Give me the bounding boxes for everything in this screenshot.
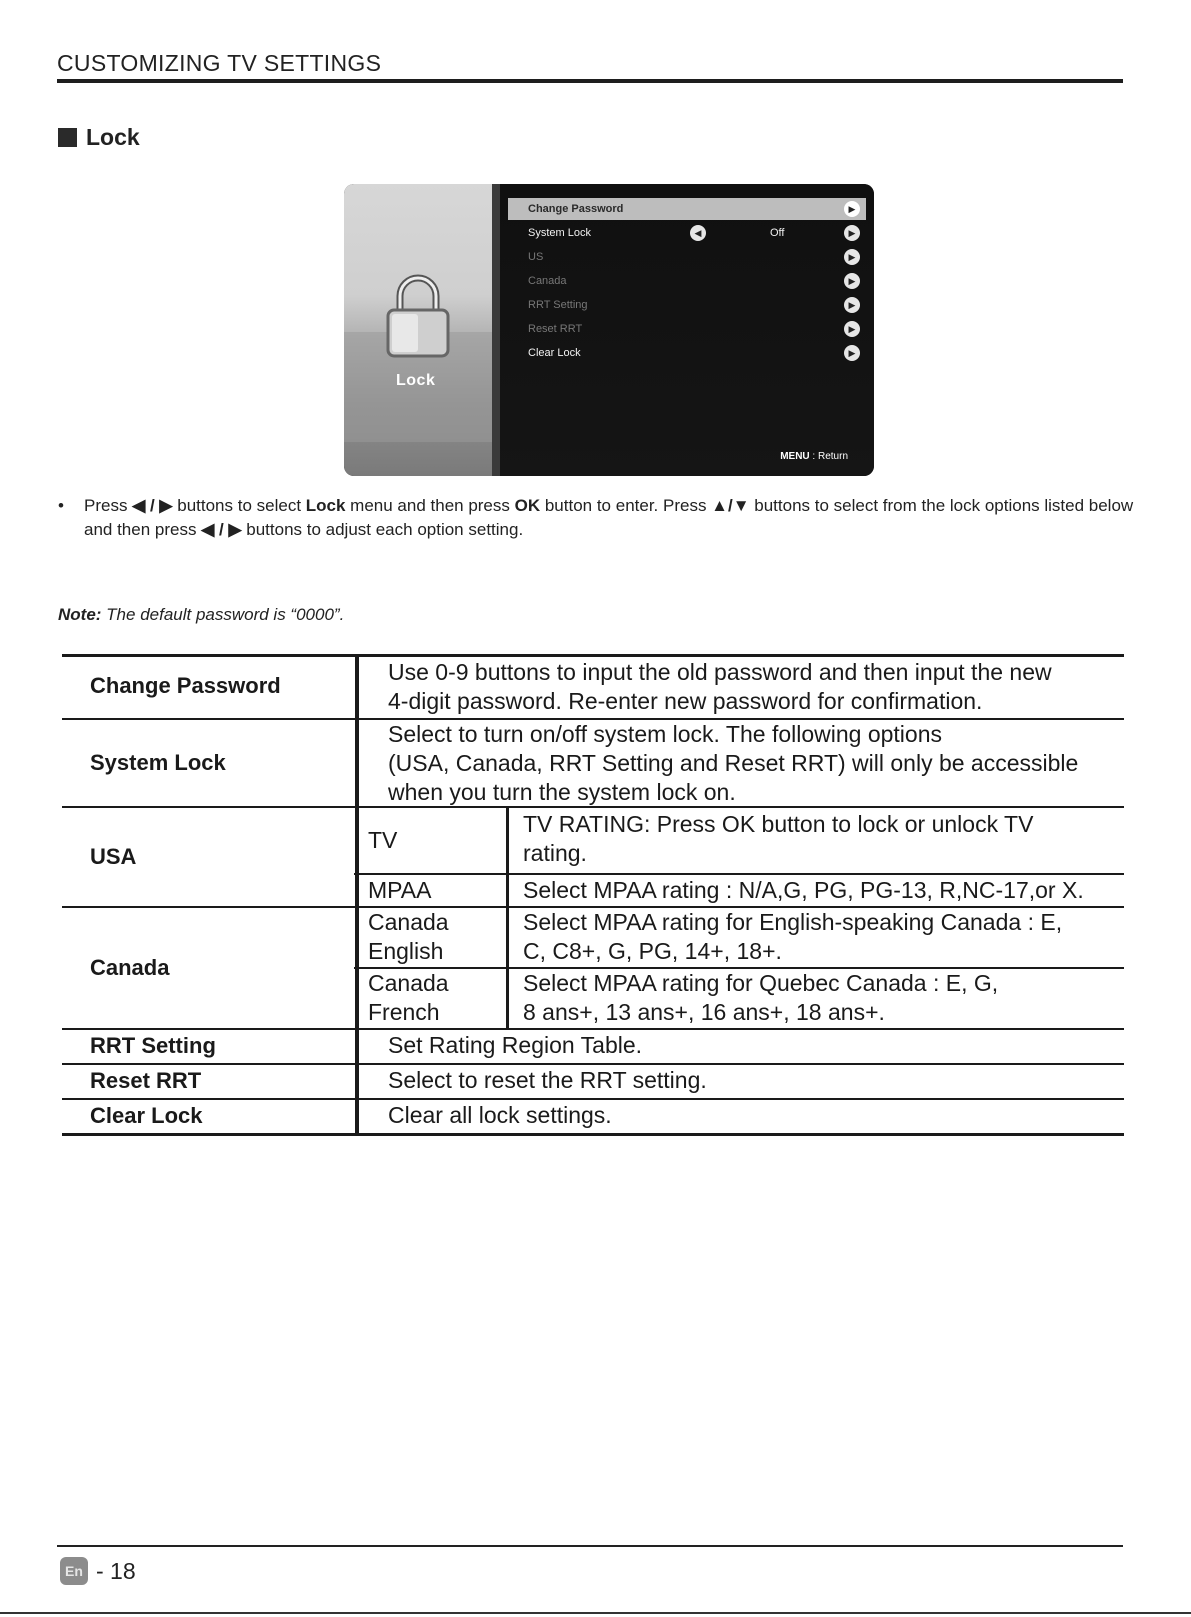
- tv-panel-label: Lock: [396, 372, 436, 389]
- arrow-right-icon: ▶: [844, 249, 860, 265]
- tv-menu-item-label: System Lock: [528, 227, 591, 239]
- desc-line: 8 ans+, 13 ans+, 16 ans+, 18 ans+.: [523, 999, 885, 1025]
- sub-line: English: [368, 938, 444, 964]
- tv-menu-item-label: RRT Setting: [528, 299, 588, 311]
- sub-line: French: [368, 999, 440, 1025]
- row-desc-rrt-setting: Set Rating Region Table.: [388, 1032, 643, 1058]
- note-text: The default password is “0000”.: [101, 605, 345, 624]
- desc-line: Select MPAA rating for English-speaking Canada : E,: [523, 909, 1063, 935]
- tv-menu-item-canada[interactable]: [508, 270, 866, 292]
- instruction-part: buttons to select: [172, 496, 306, 515]
- padlock-icon: [382, 272, 454, 358]
- desc-line: Select to turn on/off system lock. The following options: [388, 721, 942, 747]
- tv-menu-item-label: US: [528, 251, 544, 263]
- tv-return-hint: [780, 451, 848, 462]
- sub-name-canada-french: [368, 969, 449, 1027]
- tv-menu-item-change-password[interactable]: [508, 198, 866, 220]
- sub-name-tv: TV: [368, 827, 398, 853]
- lock-word: Lock: [305, 496, 346, 515]
- tv-menu-item-system-lock[interactable]: [508, 222, 866, 244]
- instruction-part: buttons to adjust each option setting.: [241, 520, 524, 539]
- menu-key-label: MENU: [780, 451, 810, 462]
- tv-lock-menu-screenshot: [344, 184, 874, 476]
- page-bottom-edge: [0, 1612, 1191, 1614]
- row-name-canada: Canada: [90, 955, 170, 980]
- table-rule: [62, 1133, 1124, 1136]
- table-column-divider: [355, 654, 359, 1136]
- arrow-right-icon: ▶: [844, 225, 860, 241]
- sub-desc-tv: [523, 810, 1033, 868]
- section-square-icon: [58, 128, 77, 147]
- row-name-system-lock: System Lock: [90, 750, 226, 775]
- row-name-reset-rrt: Reset RRT: [90, 1068, 202, 1093]
- arrow-right-icon: ▶: [844, 273, 860, 289]
- table-rule: [62, 1098, 1124, 1100]
- tv-menu-item-value: Off: [770, 227, 785, 239]
- tv-menu-item-label: Canada: [528, 275, 567, 287]
- footer-rule: [57, 1545, 1123, 1547]
- row-name-rrt-setting: RRT Setting: [90, 1033, 216, 1058]
- bullet-mark: •: [58, 496, 64, 515]
- page-header-title: CUSTOMIZING TV SETTINGS: [57, 50, 382, 76]
- tv-menu-panel: [500, 184, 874, 476]
- ok-word: OK: [514, 496, 541, 515]
- desc-line: Use 0-9 buttons to input the old password and then input the new: [388, 659, 1052, 685]
- desc-line: (USA, Canada, RRT Setting and Reset RRT) will only be accessible: [388, 750, 1079, 776]
- arrow-right-icon: ▶: [844, 321, 860, 337]
- sub-desc-mpaa: Select MPAA rating : N/A,G, PG, PG-13, R,NC-17,or X.: [523, 877, 1084, 903]
- arrow-right-icon: ▶: [844, 345, 860, 361]
- desc-line: TV RATING: Press OK button to lock or unlock TV: [523, 811, 1034, 837]
- return-separator: :: [812, 451, 816, 462]
- table-rule: [354, 873, 1124, 875]
- instruction-part: menu and then press: [345, 496, 515, 515]
- arrow-left-icon: ◀: [690, 225, 706, 241]
- table-rule: [62, 1028, 1124, 1030]
- row-desc-clear-lock: Clear all lock settings.: [388, 1102, 612, 1128]
- desc-line: Select MPAA rating for Quebec Canada : E, G,: [523, 970, 999, 996]
- return-label: Return: [817, 451, 848, 462]
- sub-line: Canada: [368, 909, 449, 935]
- language-badge-icon: En: [60, 1557, 88, 1585]
- instruction-part: Press: [84, 496, 133, 515]
- desc-line: C, C8+, G, PG, 14+, 18+.: [523, 938, 782, 964]
- row-desc-reset-rrt: Select to reset the RRT setting.: [388, 1067, 707, 1093]
- page-footer: [60, 1557, 136, 1585]
- tv-menu-item-label: Change Password: [528, 203, 624, 215]
- up-down-arrows-icon: ▲/▼: [711, 496, 750, 515]
- row-desc-system-lock: [388, 720, 1118, 807]
- desc-line: 4-digit password. Re-enter new password for confirmation.: [388, 688, 983, 714]
- page-number: - 18: [96, 1557, 136, 1584]
- section-title: Lock: [86, 124, 140, 150]
- tv-menu-item-clear-lock[interactable]: [508, 342, 866, 364]
- desc-line: when you turn the system lock on.: [388, 779, 736, 805]
- sub-name-canada-english: [368, 908, 449, 966]
- row-name-clear-lock: Clear Lock: [90, 1103, 203, 1128]
- tv-menu-item-label: Clear Lock: [528, 347, 581, 359]
- section-heading: [58, 124, 140, 151]
- sub-line: Canada: [368, 970, 449, 996]
- tv-menu-item-reset-rrt[interactable]: [508, 318, 866, 340]
- table-subcolumn-divider: [506, 808, 509, 1030]
- desc-line: rating.: [523, 840, 587, 866]
- row-name-usa: USA: [90, 844, 137, 869]
- tv-menu-item-us[interactable]: [508, 246, 866, 268]
- sub-desc-canada-french: [523, 969, 998, 1027]
- sub-desc-canada-english: [523, 908, 1062, 966]
- left-right-arrows-icon: ◀ / ▶: [132, 496, 173, 515]
- note-label: Note:: [58, 605, 102, 624]
- sub-name-mpaa: MPAA: [368, 877, 432, 903]
- table-rule: [62, 1063, 1124, 1065]
- left-right-arrows-icon: ◀ / ▶: [201, 520, 242, 539]
- instruction-part: button to enter. Press: [540, 496, 712, 515]
- tv-menu-item-label: Reset RRT: [528, 323, 583, 335]
- tv-panel-divider: [492, 184, 500, 476]
- tv-menu-item-rrt-setting[interactable]: [508, 294, 866, 316]
- note: [58, 605, 344, 625]
- instruction-part: buttons to select from the lock options listed below and then press: [84, 496, 1134, 539]
- header-rule: [57, 79, 1123, 83]
- arrow-right-icon: ▶: [844, 201, 860, 217]
- row-desc-change-password: [388, 658, 1118, 716]
- row-name-change-password: Change Password: [90, 673, 281, 698]
- arrow-right-icon: ▶: [844, 297, 860, 313]
- instruction-text: [84, 494, 1144, 542]
